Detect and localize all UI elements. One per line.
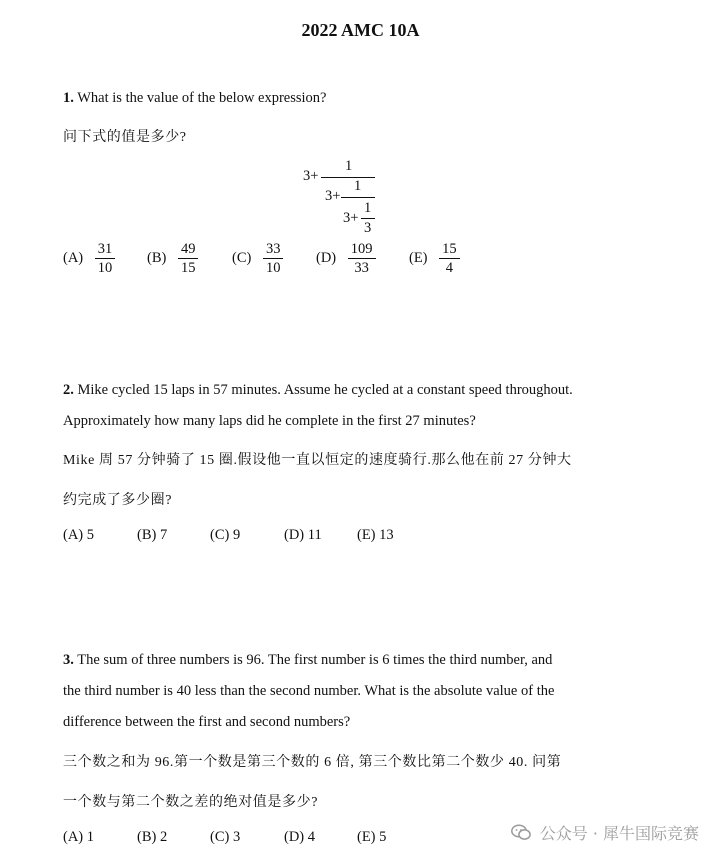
q3-text-en-1 xyxy=(63,652,552,669)
q1-text-en xyxy=(63,90,327,107)
q2-choice-a: (A) 5 xyxy=(63,527,95,543)
q1-choice-c xyxy=(232,240,283,277)
q1-choice-e xyxy=(409,240,460,277)
q3-question-en-3: difference between the first and second numbers? xyxy=(63,714,351,730)
q3-choices xyxy=(63,829,386,846)
page-title: 2022 AMC 10A xyxy=(301,20,420,40)
expr-bar-3 xyxy=(361,218,375,219)
q1-question-cn: 问下式的值是多少? xyxy=(63,130,187,145)
q2-question-en-1: Mike cycled 15 laps in 57 minutes. Assume he cycled at a constant speed throughout. xyxy=(77,382,573,398)
q2-choices xyxy=(63,527,394,544)
q3-choice-b: (B) 2 xyxy=(137,829,168,845)
expr-numerator-2: 1 xyxy=(354,178,362,194)
choice-label: (B) xyxy=(147,249,167,266)
q2-choice-b: (B) 7 xyxy=(137,527,168,543)
wechat-icon xyxy=(511,824,531,845)
q2-number: 2. xyxy=(63,382,74,398)
q2-question-cn-1: Mike 周 57 分钟骑了 15 圈.假设他一直以恒定的速度骑行.那么他在前 27 分钟大 xyxy=(63,453,572,468)
watermark-text: 公众号 · 犀牛国际竞赛 xyxy=(539,824,699,843)
expr-numerator-1: 1 xyxy=(345,158,353,174)
expr-bar-1 xyxy=(321,177,375,178)
q3-choice-a: (A) 1 xyxy=(63,829,95,845)
q3-question-cn-1: 三个数之和为 96.第一个数是第三个数的 6 倍, 第三个数比第二个数少 40. 问第 xyxy=(63,755,562,770)
q2-question-cn-2: 约完成了多少圈? xyxy=(63,493,173,508)
q3-question-en-1: The sum of three numbers is 96. The first number is 6 times the third number, and xyxy=(77,652,553,668)
expr-term-1: 3+ xyxy=(303,168,319,184)
q1-choice-d xyxy=(316,240,376,277)
expr-bar-2 xyxy=(341,197,375,198)
q1-choice-a xyxy=(63,240,115,277)
fraction: $\frac{31}{10}$ xyxy=(95,240,116,277)
q1-question-en: What is the value of the below expression? xyxy=(77,90,327,106)
expr-numerator-3: 1 xyxy=(364,200,372,216)
fraction: $\frac{49}{15}$ xyxy=(178,240,199,277)
choice-label: (E) xyxy=(409,249,428,266)
choice-label: (A) xyxy=(63,249,84,266)
q2-question-en-2: Approximately how many laps did he complete in the first 27 minutes? xyxy=(63,413,476,429)
choice-label: (C) xyxy=(232,249,252,266)
fraction: $\frac{15}{4}$ xyxy=(439,240,460,277)
q3-question-en-2: the third number is 40 less than the second number. What is the absolute value of the xyxy=(63,683,555,699)
q2-text-en-1 xyxy=(63,382,573,399)
choice-label: (D) xyxy=(316,249,337,266)
q3-choice-d: (D) 4 xyxy=(284,829,316,845)
q3-number: 3. xyxy=(63,652,74,668)
q2-choice-c: (C) 9 xyxy=(210,527,241,543)
fraction: $\frac{33}{10}$ xyxy=(263,240,284,277)
q3-choice-c: (C) 3 xyxy=(210,829,241,845)
expr-term-2: 3+ xyxy=(325,188,341,204)
expr-denominator-3: 3 xyxy=(364,220,372,236)
watermark xyxy=(511,821,699,845)
expr-term-3: 3+ xyxy=(343,210,359,226)
q3-choice-e: (E) 5 xyxy=(357,829,387,845)
q1-number: 1. xyxy=(63,90,74,106)
fraction: $\frac{109}{33}$ xyxy=(348,240,376,277)
q2-choice-e: (E) 13 xyxy=(357,527,394,543)
q3-question-cn-2: 一个数与第二个数之差的绝对值是多少? xyxy=(63,795,319,810)
q1-choice-b xyxy=(147,240,198,277)
q2-choice-d: (D) 11 xyxy=(284,527,322,543)
